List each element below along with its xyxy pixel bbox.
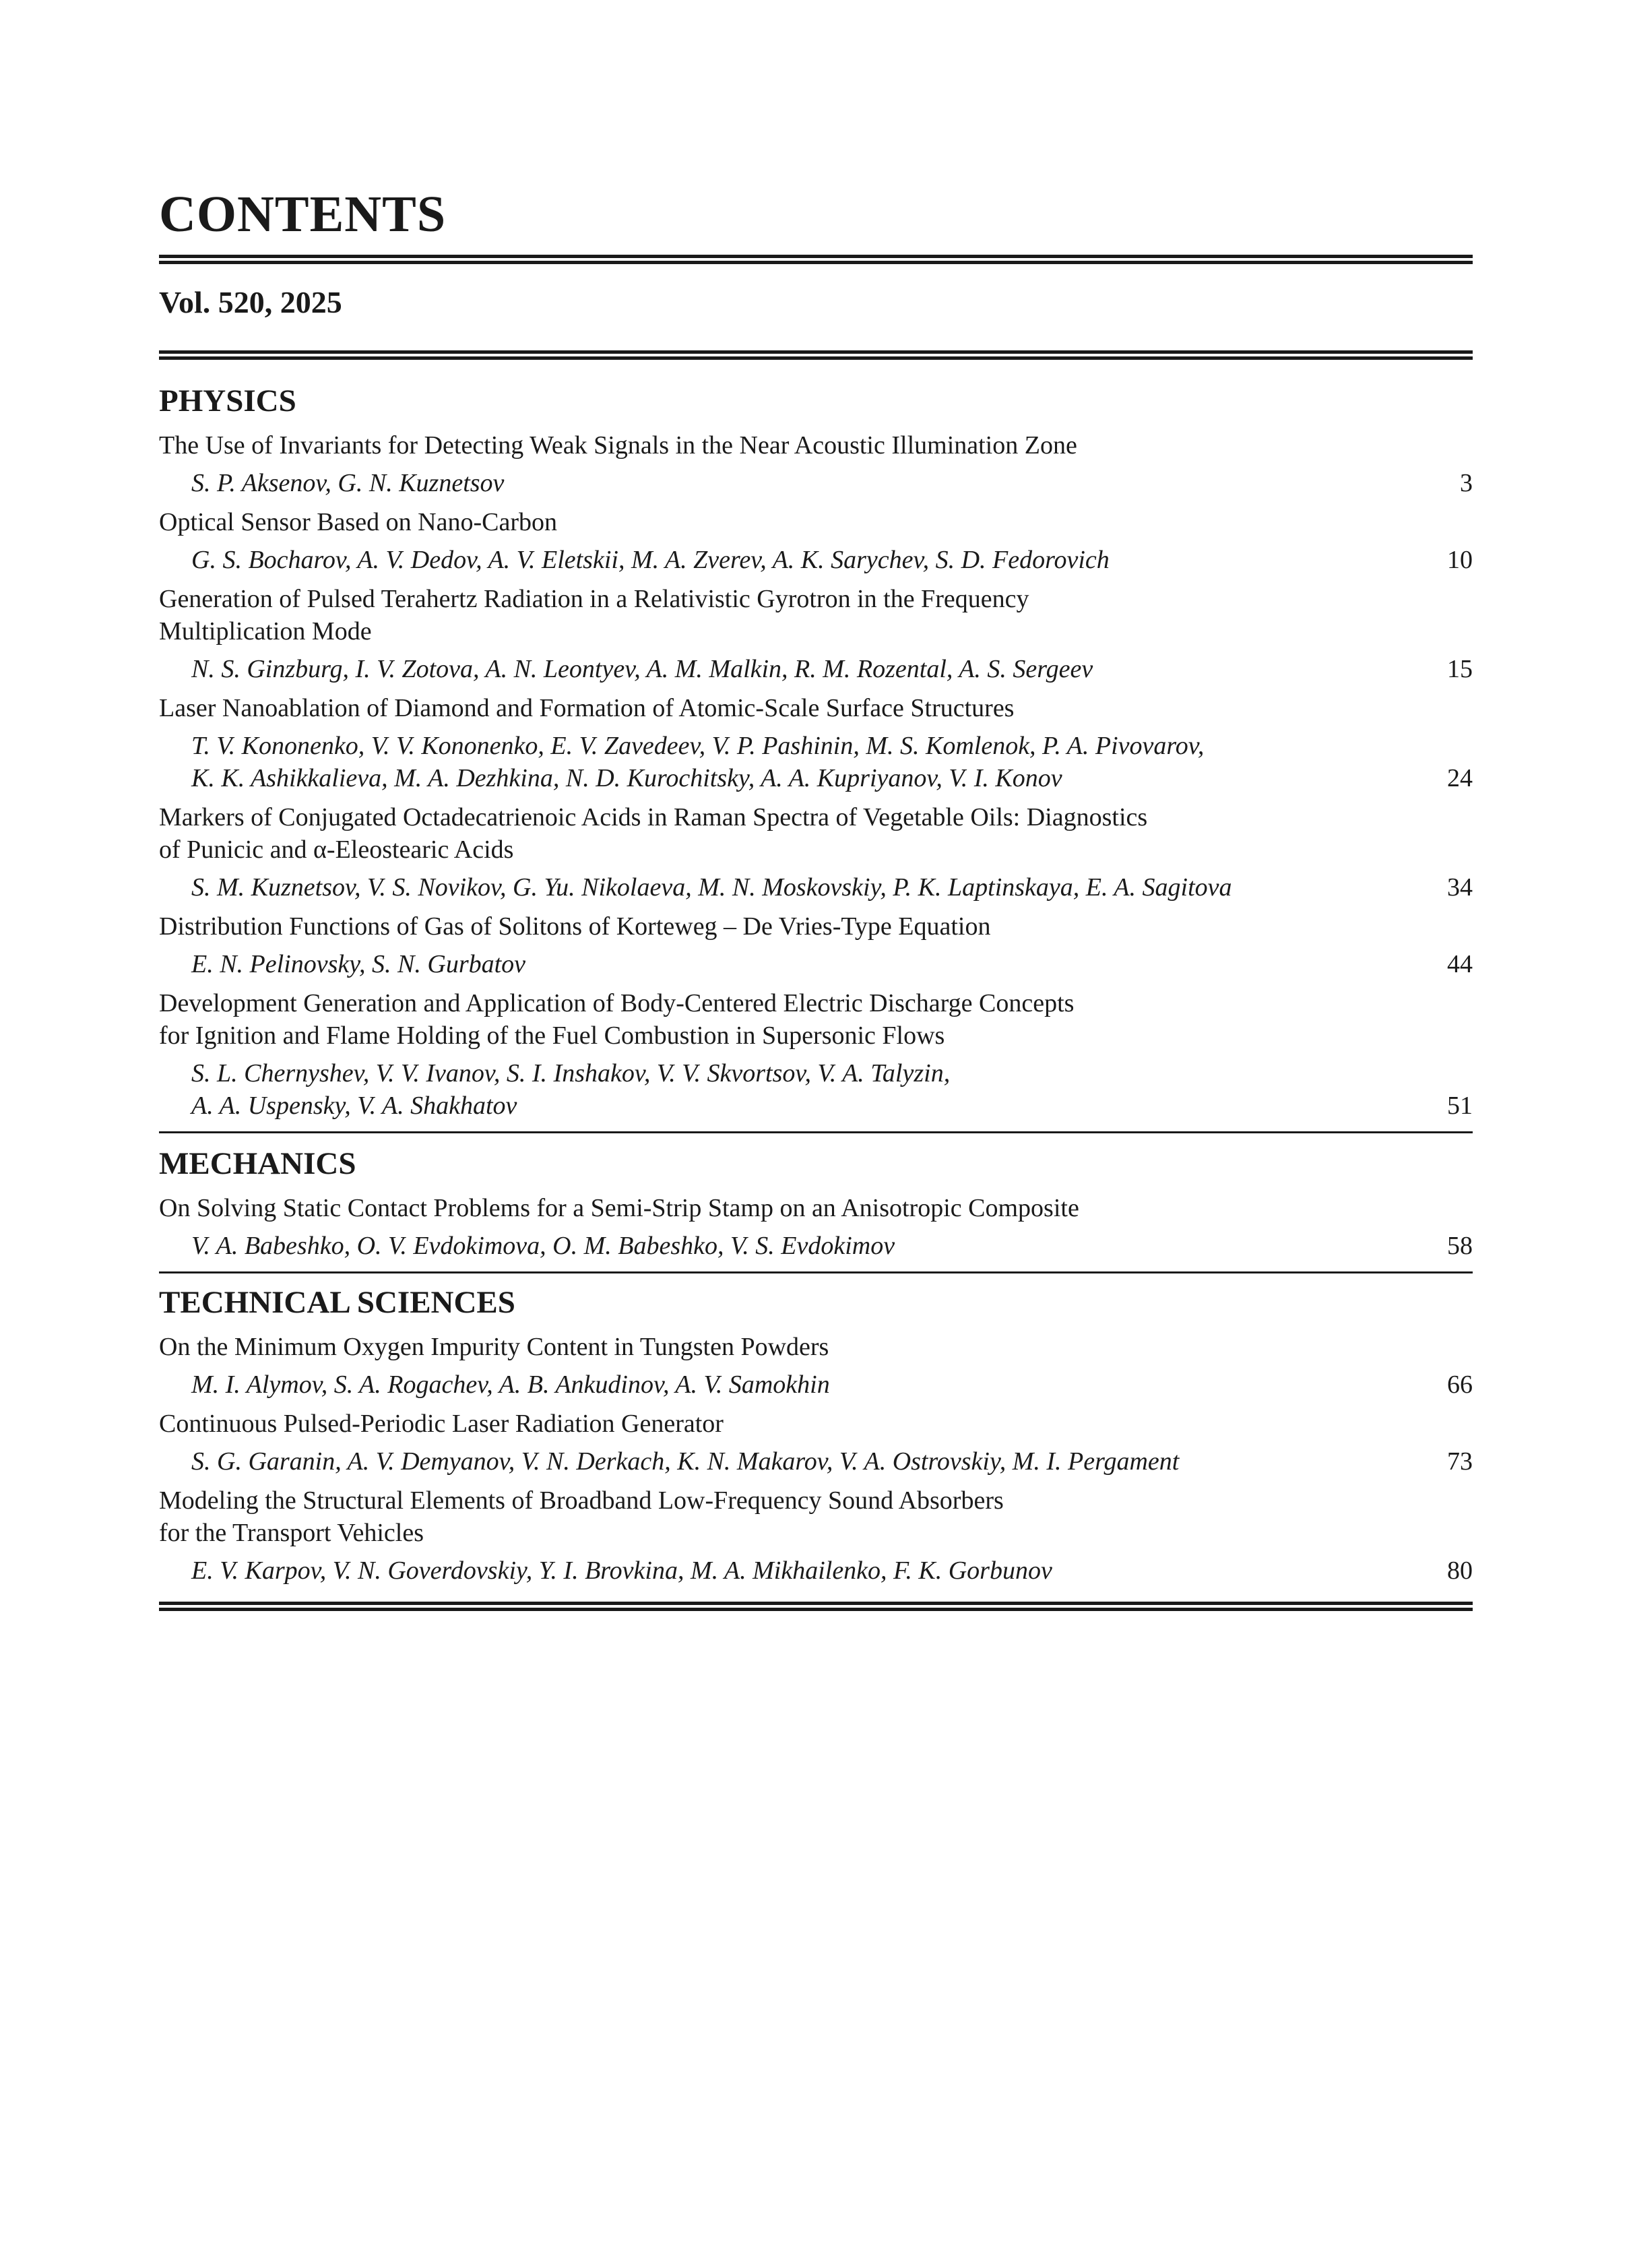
- toc-entry[interactable]: [159, 1484, 1473, 1587]
- section-title-physics: PHYSICS: [159, 383, 296, 418]
- authors-row: [159, 1230, 1473, 1262]
- article-authors: E. V. Karpov, V. N. Goverdovskiy, Y. I. Brovkina, M. A. Mikhailenko, F. K. Gorbunov: [191, 1556, 1052, 1585]
- toc-entry[interactable]: [159, 910, 1473, 980]
- article-title[interactable]: Laser Nanoablation of Diamond and Formation of Atomic-Scale Surface Structures: [159, 694, 1015, 722]
- article-authors: N. S. Ginzburg, I. V. Zotova, A. N. Leontyev, A. M. Malkin, R. M. Rozental, A. S. Sergeev: [191, 655, 1093, 683]
- page-number: 80: [1447, 1556, 1473, 1585]
- section-mechanics: [159, 1148, 1473, 1273]
- toc-entry[interactable]: [159, 1331, 1473, 1401]
- page-number: 15: [1447, 655, 1473, 683]
- section-technical-sciences: [159, 1287, 1473, 1611]
- volume-label: Vol. 520, 2025: [159, 285, 342, 319]
- section-title-technical-sciences: TECHNICAL SCIENCES: [159, 1285, 515, 1320]
- authors-row: [159, 544, 1473, 576]
- article-title[interactable]: Modeling the Structural Elements of Broadband Low-Frequency Sound Absorbers for the Transport Vehicles: [159, 1486, 1004, 1547]
- authors-row: [159, 467, 1473, 499]
- section-divider: [159, 1131, 1473, 1133]
- section-title-mechanics: MECHANICS: [159, 1146, 356, 1181]
- article-authors: V. A. Babeshko, O. V. Evdokimova, O. M. Babeshko, V. S. Evdokimov: [191, 1232, 895, 1260]
- toc-entry[interactable]: [159, 987, 1473, 1122]
- toc-entry[interactable]: [159, 583, 1473, 685]
- authors-row: [159, 1057, 1473, 1122]
- authors-row: [159, 653, 1473, 685]
- page-number: 73: [1447, 1447, 1473, 1476]
- page-number: 3: [1460, 469, 1473, 497]
- toc-entry[interactable]: [159, 692, 1473, 794]
- page-number: 24: [1447, 764, 1473, 792]
- end-double-rule: [159, 1602, 1473, 1611]
- toc-entry[interactable]: [159, 429, 1473, 499]
- page-number: 44: [1447, 950, 1473, 978]
- authors-row: [159, 1368, 1473, 1401]
- article-title[interactable]: Optical Sensor Based on Nano-Carbon: [159, 508, 557, 536]
- authors-row: [159, 871, 1473, 904]
- article-title[interactable]: Generation of Pulsed Terahertz Radiation in a Relativistic Gyrotron in the Frequency Multiplication Mode: [159, 585, 1029, 645]
- article-authors: S. L. Chernyshev, V. V. Ivanov, S. I. Inshakov, V. V. Skvortsov, V. A. Talyzin, A. A. Uspensky, V. A. Shakhatov: [191, 1059, 951, 1120]
- article-title[interactable]: Distribution Functions of Gas of Solitons of Korteweg – De Vries-Type Equation: [159, 912, 991, 941]
- title-double-rule: [159, 255, 1473, 264]
- section-physics: [159, 385, 1473, 1133]
- authors-row: [159, 1445, 1473, 1478]
- contents-page: [159, 186, 1473, 1611]
- page-number: 58: [1447, 1232, 1473, 1260]
- section-divider: [159, 1271, 1473, 1273]
- article-authors: S. P. Aksenov, G. N. Kuznetsov: [191, 469, 505, 497]
- article-title[interactable]: On Solving Static Contact Problems for a Semi-Strip Stamp on an Anisotropic Composite: [159, 1194, 1079, 1222]
- page-title: CONTENTS: [159, 186, 447, 243]
- article-authors: S. M. Kuznetsov, V. S. Novikov, G. Yu. Nikolaeva, M. N. Moskovskiy, P. K. Laptinskaya, E. A. Sagitova: [191, 873, 1232, 902]
- page-number: 66: [1447, 1371, 1473, 1399]
- article-authors: E. N. Pelinovsky, S. N. Gurbatov: [191, 950, 526, 978]
- article-title[interactable]: On the Minimum Oxygen Impurity Content in Tungsten Powders: [159, 1333, 829, 1361]
- toc-entry[interactable]: [159, 1192, 1473, 1262]
- article-title[interactable]: Continuous Pulsed-Periodic Laser Radiation Generator: [159, 1410, 724, 1438]
- toc-entry[interactable]: [159, 506, 1473, 576]
- volume-double-rule: [159, 350, 1473, 360]
- page-number: 51: [1447, 1092, 1473, 1120]
- authors-row: [159, 730, 1473, 794]
- toc-entry[interactable]: [159, 801, 1473, 904]
- article-title[interactable]: Markers of Conjugated Octadecatrienoic Acids in Raman Spectra of Vegetable Oils: Diagnostics of Punicic and α-Eleostearic Acids: [159, 803, 1148, 864]
- toc-entry[interactable]: [159, 1408, 1473, 1478]
- authors-row: [159, 948, 1473, 980]
- article-title[interactable]: Development Generation and Application of Body-Centered Electric Discharge Concepts for Ignition and Flame Holding of the Fuel Combustion in Supersonic Flows: [159, 989, 1075, 1050]
- article-authors: G. S. Bocharov, A. V. Dedov, A. V. Eletskii, M. A. Zverev, A. K. Sarychev, S. D. Fedorovich: [191, 546, 1110, 574]
- article-authors: M. I. Alymov, S. A. Rogachev, A. B. Ankudinov, A. V. Samokhin: [191, 1371, 830, 1399]
- authors-row: [159, 1554, 1473, 1587]
- article-authors: S. G. Garanin, A. V. Demyanov, V. N. Derkach, K. N. Makarov, V. A. Ostrovskiy, M. I. Pergament: [191, 1447, 1180, 1476]
- page-number: 34: [1447, 873, 1473, 902]
- article-authors: T. V. Kononenko, V. V. Kononenko, E. V. Zavedeev, V. P. Pashinin, M. S. Komlenok, P. A. Pivovarov, K. K. Ashikkalieva, M. A. Dezhkina, N. D. Kurochitsky, A. A. Kupriyanov, V. I. Konov: [191, 732, 1205, 792]
- page-number: 10: [1447, 546, 1473, 574]
- article-title[interactable]: The Use of Invariants for Detecting Weak Signals in the Near Acoustic Illumination Zone: [159, 431, 1077, 460]
